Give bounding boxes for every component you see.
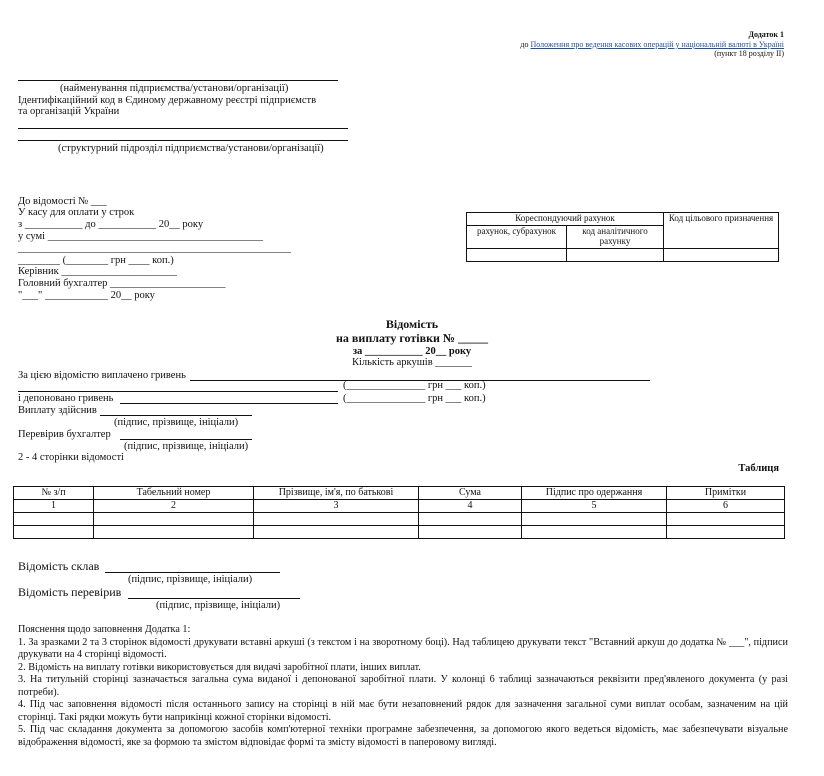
cell-target-code[interactable] bbox=[664, 248, 779, 261]
col-header-notes: Примітки bbox=[667, 487, 785, 500]
col-header-signature: Підпис про одержання bbox=[522, 487, 667, 500]
org-id-line1: Ідентифікаційний код в Єдиному державному реєстрі підприємств bbox=[18, 95, 317, 106]
account-table bbox=[466, 212, 779, 262]
table-cell[interactable] bbox=[522, 526, 667, 539]
note-item: 4. Під час заповнення відомості після останнього запису на сторінці в ній має бути незаповнений рядок для зазначення загальної суми виплат особам, зазначеним на цій сторінці. Такі рядки можуть бути наприкінці кожної сторінки відомості. bbox=[18, 699, 788, 723]
statement-ref: До відомості № ___ bbox=[18, 196, 107, 207]
sheet-count: Кількість аркушів _______ bbox=[351, 357, 473, 368]
paid-by-label: Виплату здійснив bbox=[18, 405, 97, 416]
col-number: 2 bbox=[94, 500, 254, 513]
amount-label: у сумі _________________________________________ bbox=[18, 231, 263, 242]
note-item: 5. Під час складання документа за допомогою засобів комп'ютерної техніки програмне забезпечення, за допомогою якого ведеться відомість, має забезпечувати візуальне відображення відомості, яке за формою та змістом відповідає формі та змісту відомості в паперовому вигляді. bbox=[18, 724, 788, 748]
note-item: 3. На титульній сторінці зазначається загальна сума виданої і депонованої заробітної плати. У колонці 6 таблиці зазначаються реквізити пред'явленого документа (у разі потреби). bbox=[18, 674, 788, 698]
sign-date: "___" ____________ 20__ року bbox=[18, 290, 155, 301]
paid-by-caption: (підпис, прізвище, ініціали) bbox=[114, 417, 239, 428]
col-header-number: № з/п bbox=[14, 487, 94, 500]
col-header-personnel-number: Табельний номер bbox=[94, 487, 254, 500]
division-caption: (структурний підрозділ підприємства/установи/організації) bbox=[58, 143, 324, 154]
note-item: 1. За зразками 2 та 3 сторінок відомості друкувати вставні аркуші (з текстом і на зворотному боці). Над таблицею друкувати текст "Вставний аркуш до додатка № ___", підписи друкувати на 4 сторінці відомості. bbox=[18, 636, 788, 660]
col-number: 5 bbox=[522, 500, 667, 513]
paid-by-line bbox=[100, 415, 252, 416]
division-line-2 bbox=[18, 140, 348, 141]
appendix-clause: (пункт 18 розділу II) bbox=[714, 49, 784, 58]
col-header-full-name: Прізвище, ім'я, по батькові bbox=[254, 487, 419, 500]
amount-words-line: ____________________________________________________ bbox=[18, 243, 291, 254]
table-cell[interactable] bbox=[254, 513, 419, 526]
checked-by-signature-caption: (підпис, прізвище, ініціали) bbox=[156, 600, 281, 611]
note-item: 2. Відомість на виплату готівки використовується для видачі заробітної плати, інших виплат. bbox=[18, 661, 421, 673]
deposited-amount-label: і депоновано гривень bbox=[18, 393, 114, 404]
cell-analytic-account[interactable] bbox=[567, 248, 664, 261]
table-cell[interactable] bbox=[419, 526, 522, 539]
pages-note: 2 - 4 сторінки відомості bbox=[18, 452, 124, 463]
amount-figures: ________ (________ грн ____ коп.) bbox=[18, 255, 174, 266]
checked-by-label: Відомість перевірив bbox=[18, 585, 122, 599]
appendix-reference bbox=[520, 40, 784, 49]
pay-term-label: У касу для оплати у строк bbox=[18, 207, 135, 218]
header-analytic-account: код аналітичного рахунку bbox=[567, 225, 664, 248]
table-row bbox=[14, 526, 785, 539]
table-cell[interactable] bbox=[419, 513, 522, 526]
table-cell[interactable] bbox=[522, 513, 667, 526]
cell-sub-account[interactable] bbox=[467, 248, 567, 261]
table-cell[interactable] bbox=[667, 513, 785, 526]
org-name-line bbox=[18, 80, 338, 81]
division-line-1 bbox=[18, 128, 348, 129]
table-cell[interactable] bbox=[14, 513, 94, 526]
deposited-amount-line bbox=[120, 403, 338, 404]
org-id-line2: та організацій України bbox=[18, 106, 120, 117]
header-corresponding-account: Кореспондуючий рахунок bbox=[467, 213, 664, 226]
org-name-caption: (найменування підприємства/установи/організації) bbox=[60, 83, 289, 94]
checked-by-caption: (підпис, прізвище, ініціали) bbox=[124, 441, 249, 452]
compiled-by-caption: (підпис, прізвище, ініціали) bbox=[128, 574, 253, 585]
col-number: 1 bbox=[14, 500, 94, 513]
header-sub-account: рахунок, субрахунок bbox=[467, 225, 567, 248]
table-header-row bbox=[14, 487, 785, 500]
compiled-by-label: Відомість склав bbox=[18, 559, 100, 573]
appendix-title: Додаток 1 bbox=[748, 30, 784, 39]
table-cell[interactable] bbox=[254, 526, 419, 539]
main-table bbox=[13, 486, 785, 539]
notes-section bbox=[18, 624, 788, 749]
compiled-by-line bbox=[105, 572, 280, 573]
table-cell[interactable] bbox=[14, 526, 94, 539]
notes-title: Пояснення щодо заповнення Додатка 1: bbox=[18, 624, 191, 635]
col-number: 3 bbox=[254, 500, 419, 513]
document-period: за ___________ 20__ року bbox=[352, 346, 472, 357]
appendix-ref-prefix: до bbox=[520, 40, 529, 49]
document-subtitle: на виплату готівки № _____ bbox=[336, 331, 488, 345]
document-title: Відомість bbox=[385, 317, 439, 331]
header-target-code: Код цільового призначення bbox=[664, 213, 779, 249]
director-signature: Керівник ______________________ bbox=[18, 266, 177, 277]
col-number: 6 bbox=[667, 500, 785, 513]
table-cell[interactable] bbox=[94, 513, 254, 526]
deposited-amount-figures: (_______________ грн ___ коп.) bbox=[343, 393, 486, 404]
col-number: 4 bbox=[419, 500, 522, 513]
table-cell[interactable] bbox=[94, 526, 254, 539]
col-header-amount: Сума bbox=[419, 487, 522, 500]
table-row bbox=[14, 513, 785, 526]
table-cell[interactable] bbox=[667, 526, 785, 539]
statement-checked-line bbox=[128, 598, 300, 599]
regulation-link[interactable]: Положення про ведення касових операцій у національній валюті в Україні bbox=[530, 40, 784, 49]
paid-words-line bbox=[18, 391, 338, 392]
table-label: Таблиця bbox=[738, 463, 779, 474]
paid-amount-figures: (_______________ грн ___ коп.) bbox=[343, 380, 486, 391]
pay-term-dates: з ___________ до ___________ 20__ року bbox=[18, 219, 204, 230]
checked-by-line bbox=[120, 439, 252, 440]
chief-accountant-signature: Головний бухгалтер ______________________ bbox=[18, 278, 226, 289]
paid-amount-label: За цією відомістю виплачено гривень bbox=[18, 370, 186, 381]
table-column-numbers-row bbox=[14, 500, 785, 513]
checked-by-accountant-label: Перевірив бухгалтер bbox=[18, 429, 111, 440]
